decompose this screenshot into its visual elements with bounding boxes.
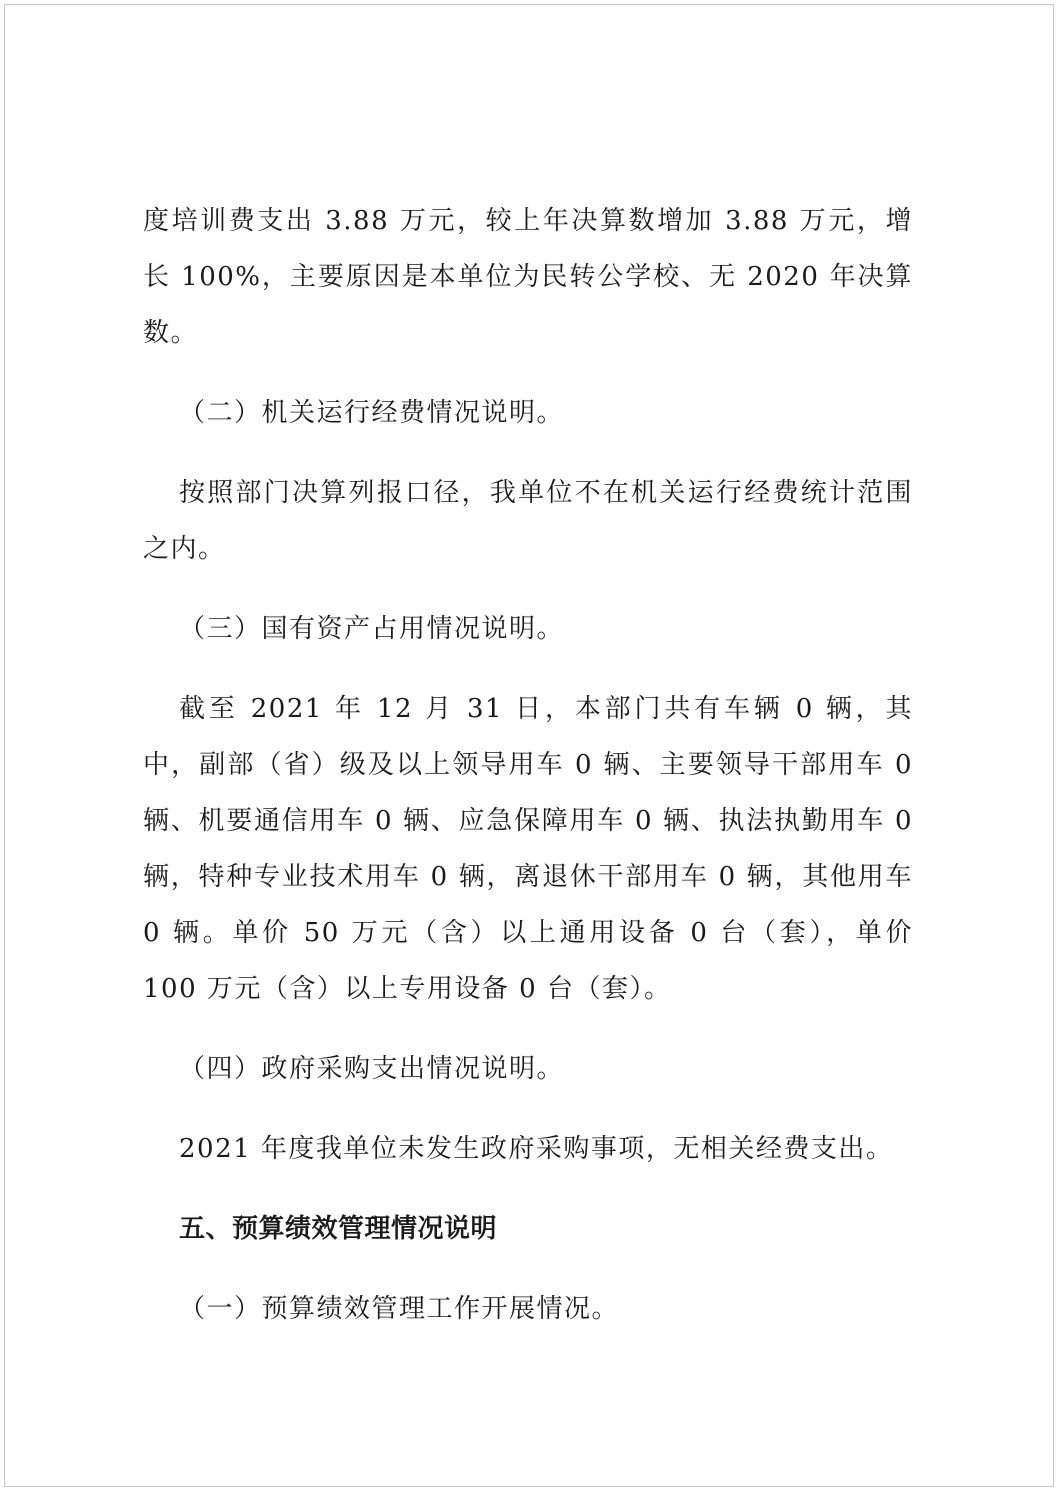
paragraph-operating-expenses: 按照部门决算列报口径，我单位不在机关运行经费统计范围之内。 xyxy=(143,478,913,564)
subheading-operating-expenses: （二）机关运行经费情况说明。 xyxy=(179,398,565,428)
section-heading-performance: 五、预算绩效管理情况说明 xyxy=(179,1214,498,1244)
document-page xyxy=(4,4,1054,1487)
paragraph-procurement: 2021 年度我单位未发生政府采购事项，无相关经费支出。 xyxy=(179,1134,894,1164)
subheading-performance-work: （一）预算绩效管理工作开展情况。 xyxy=(179,1294,620,1324)
subheading-procurement: （四）政府采购支出情况说明。 xyxy=(179,1054,565,1084)
subheading-state-assets: （三）国有资产占用情况说明。 xyxy=(179,614,565,644)
paragraph-state-assets: 截至 2021 年 12 月 31 日，本部门共有车辆 0 辆，其中，副部（省）级及以上领导用车 0 辆、主要领导干部用车 0 辆、机要通信用车 0 辆、应急保障用车 0 辆、执法执勤用车 0 辆，特种专业技术用车 0 辆，离退休干部用车 0 辆，其他用车 0 辆。单价 50 万元（含）以上通用设备 0 台（套），单价 100 万元（含）以上专用设备 0 台（套）。 xyxy=(143,694,913,1004)
document-body xyxy=(143,193,913,1337)
paragraph-training-fee: 度培训费支出 3.88 万元，较上年决算数增加 3.88 万元，增长 100%，主要原因是本单位为民转公学校、无 2020 年决算数。 xyxy=(143,206,913,348)
